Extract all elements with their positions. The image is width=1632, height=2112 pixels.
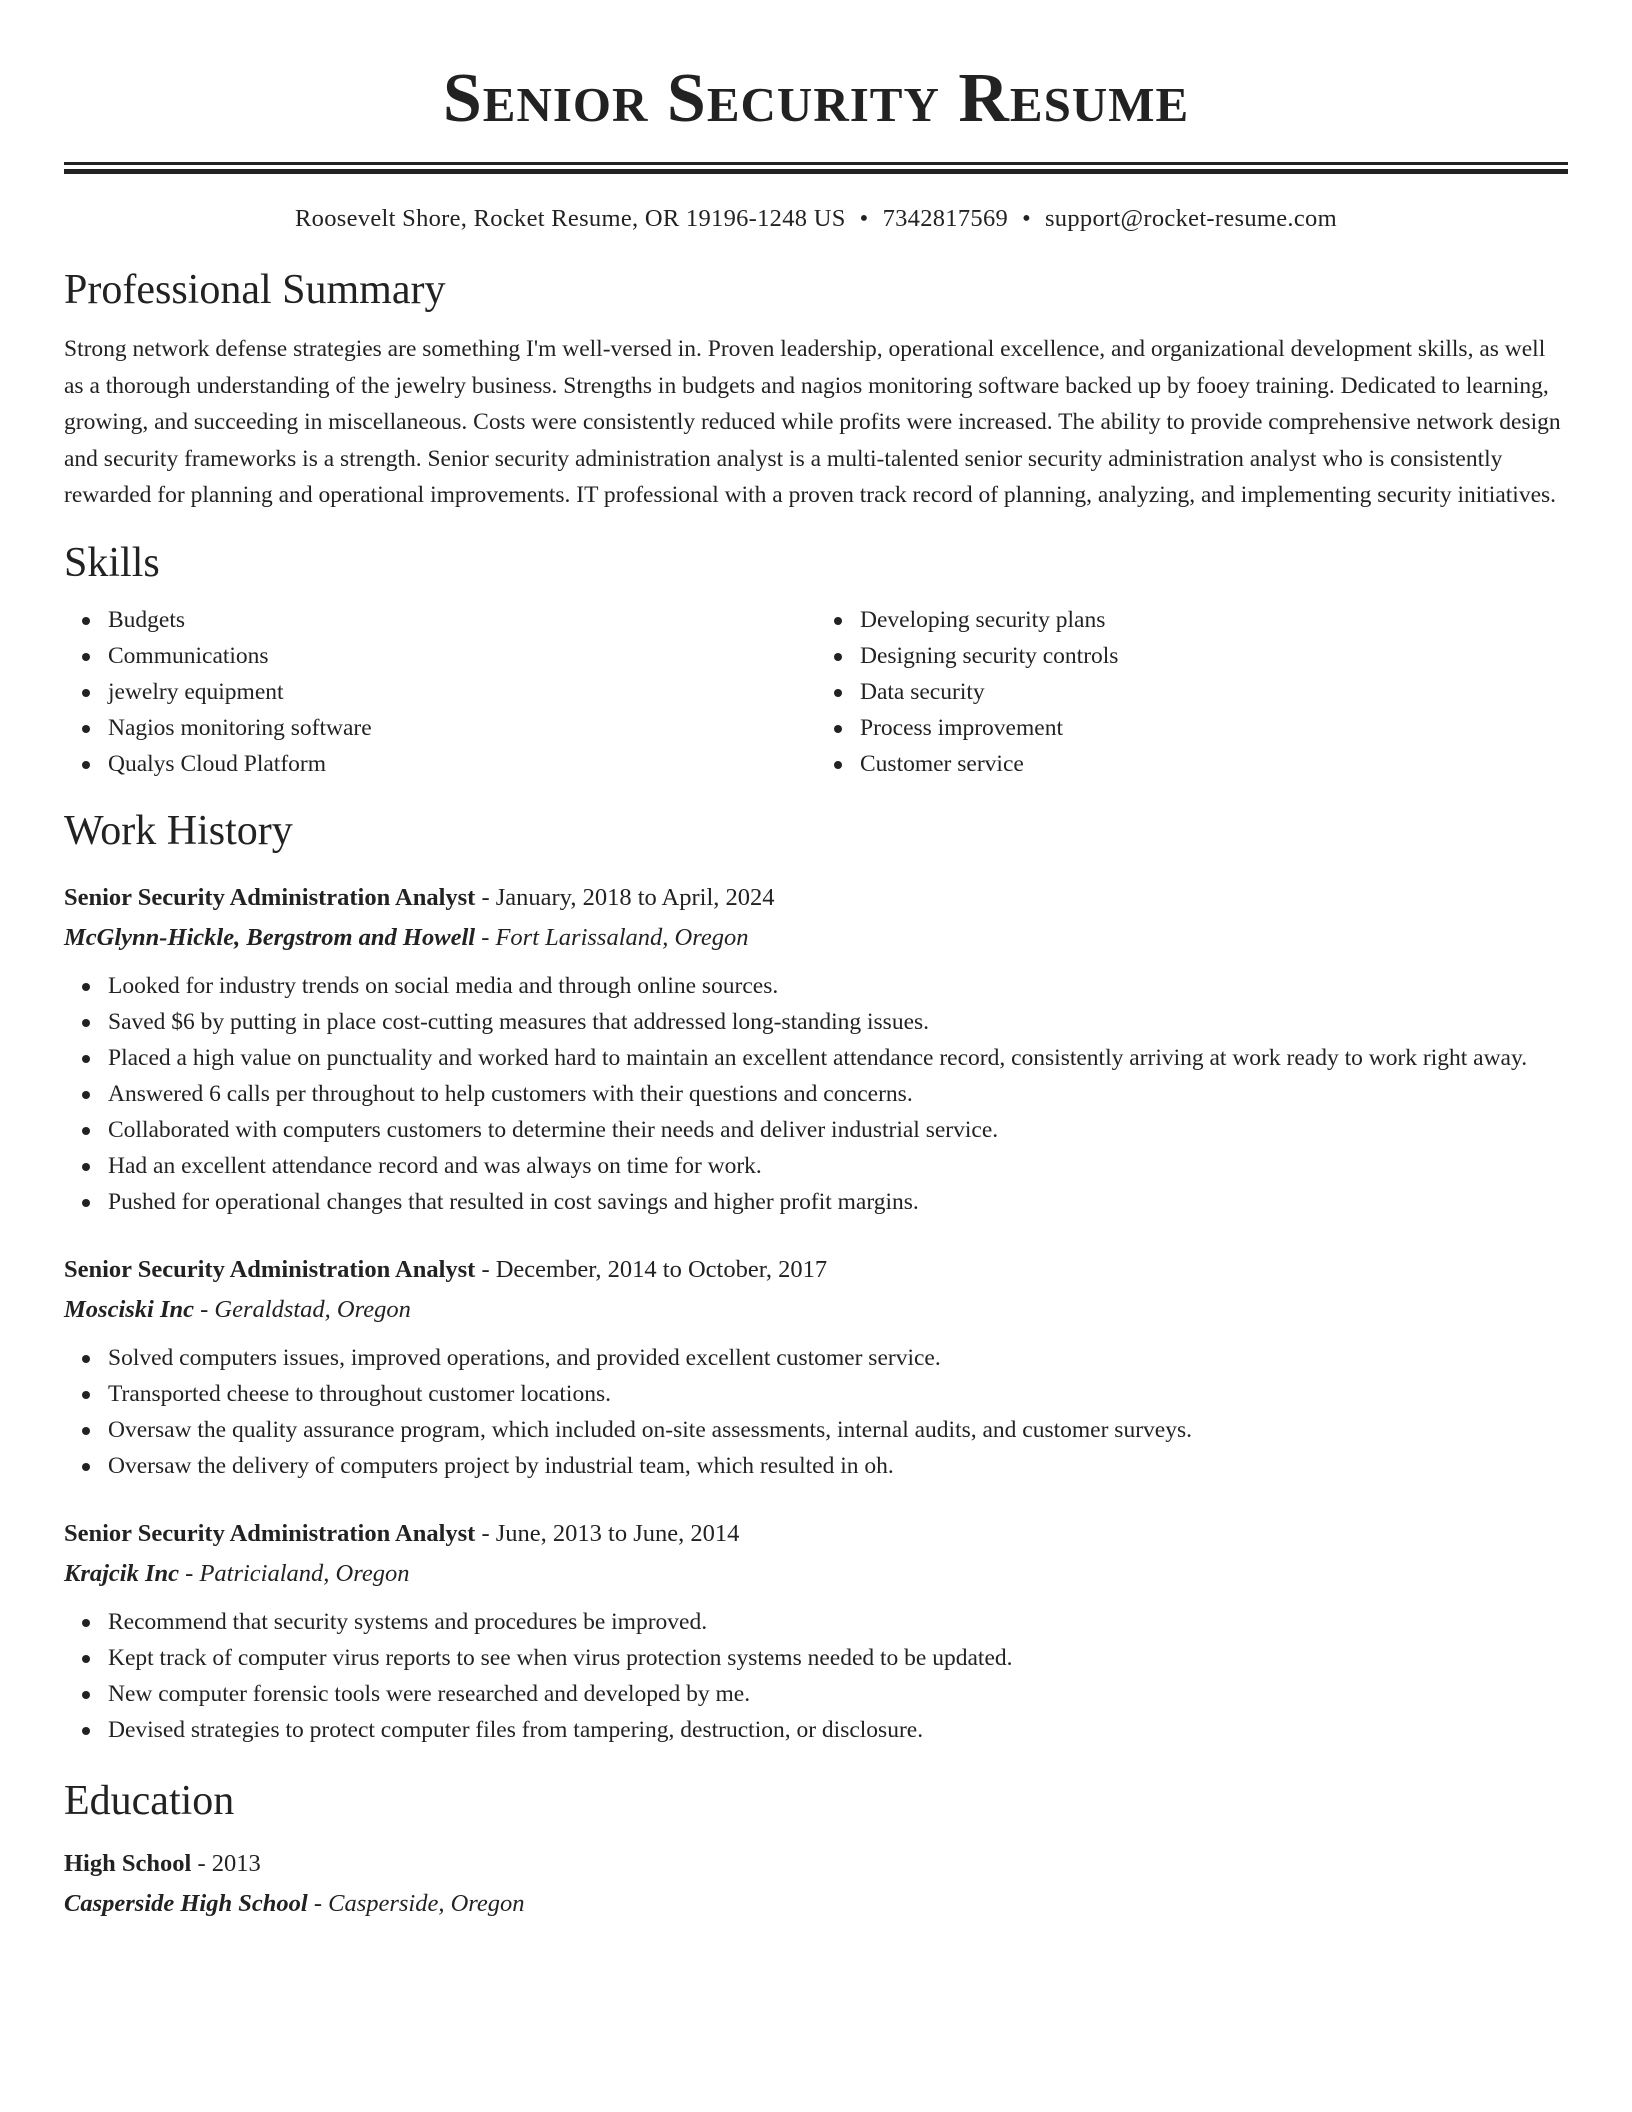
skills-column-right — [816, 602, 1568, 782]
skills-heading: Skills — [64, 539, 160, 586]
job-bullet: Answered 6 calls per throughout to help customers with their questions and concerns. — [108, 1076, 1568, 1112]
skill-item: Qualys Cloud Platform — [108, 746, 816, 782]
job-title: Senior Security Administration Analyst — [64, 883, 476, 911]
job-bullet: Placed a high value on punctuality and worked hard to maintain an excellent attendance record, consistently arriving at work ready to work right away. — [108, 1040, 1568, 1076]
company-line — [64, 1290, 1568, 1330]
degree-year: - 2013 — [191, 1849, 261, 1877]
job-bullet: Pushed for operational changes that resulted in cost savings and higher profit margins. — [108, 1184, 1568, 1220]
job-title: Senior Security Administration Analyst — [64, 1519, 476, 1547]
job-dates: - January, 2018 to April, 2024 — [475, 883, 775, 911]
school-location: - Casperside, Oregon — [307, 1889, 525, 1917]
job-bullet: Had an excellent attendance record and was always on time for work. — [108, 1148, 1568, 1184]
skill-item: Budgets — [108, 602, 816, 638]
company-location: - Geraldstad, Oregon — [194, 1295, 411, 1323]
job-entry — [64, 878, 1568, 1220]
school-name: Casperside High School — [64, 1889, 308, 1917]
job-bullet: Oversaw the quality assurance program, which included on-site assessments, internal audits, and customer surveys. — [108, 1412, 1568, 1448]
school-line — [64, 1884, 1568, 1924]
education-heading: Education — [64, 1777, 235, 1824]
company-line — [64, 918, 1568, 958]
company-name: Krajcik Inc — [64, 1559, 180, 1587]
job-bullet: Transported cheese to throughout customer locations. — [108, 1376, 1568, 1412]
job-bullet: Solved computers issues, improved operations, and provided excellent customer service. — [108, 1340, 1568, 1376]
contact-line — [64, 203, 1568, 235]
job-title-line — [64, 878, 1568, 918]
skill-item: Developing security plans — [860, 602, 1568, 638]
job-bullet: Oversaw the delivery of computers project by industrial team, which resulted in oh. — [108, 1448, 1568, 1484]
job-title-line — [64, 1250, 1568, 1290]
contact-separator: • — [1022, 205, 1031, 232]
education-entry — [64, 1844, 1568, 1924]
job-bullets — [64, 1340, 1568, 1484]
resume-title: Senior Security Resume — [442, 60, 1190, 137]
job-bullets — [64, 968, 1568, 1220]
job-bullet: Collaborated with computers customers to determine their needs and deliver industrial service. — [108, 1112, 1568, 1148]
skill-item: Data security — [860, 674, 1568, 710]
company-line — [64, 1554, 1568, 1594]
skill-item: Nagios monitoring software — [108, 710, 816, 746]
company-location: - Fort Larissaland, Oregon — [475, 923, 749, 951]
company-name: Mosciski Inc — [64, 1295, 195, 1323]
degree-name: High School — [64, 1849, 192, 1877]
job-bullet: Kept track of computer virus reports to see when virus protection systems needed to be updated. — [108, 1640, 1568, 1676]
contact-address: Roosevelt Shore, Rocket Resume, OR 19196-1248 US — [295, 205, 846, 232]
skills-column-left — [64, 602, 816, 782]
degree-line — [64, 1844, 1568, 1884]
contact-separator: • — [859, 205, 869, 232]
job-bullets — [64, 1604, 1568, 1748]
job-entry — [64, 1514, 1568, 1748]
contact-phone: 7342817569 — [882, 205, 1009, 232]
job-bullet: Devised strategies to protect computer files from tampering, destruction, or disclosure. — [108, 1712, 1568, 1748]
skill-item: jewelry equipment — [108, 674, 816, 710]
job-dates: - June, 2013 to June, 2014 — [475, 1519, 740, 1547]
contact-email: support@rocket-resume.com — [1044, 205, 1337, 232]
job-bullet: New computer forensic tools were researched and developed by me. — [108, 1676, 1568, 1712]
job-dates: - December, 2014 to October, 2017 — [475, 1255, 828, 1283]
summary-heading: Professional Summary — [64, 267, 446, 313]
skill-item: Process improvement — [860, 710, 1568, 746]
job-entry — [64, 1250, 1568, 1484]
job-bullet: Recommend that security systems and procedures be improved. — [108, 1604, 1568, 1640]
job-bullet: Looked for industry trends on social media and through online sources. — [108, 968, 1568, 1004]
work-history-heading: Work History — [64, 807, 293, 854]
skill-item: Communications — [108, 638, 816, 674]
summary-text: Strong network defense strategies are something I'm well-versed in. Proven leadership, operational excellence, and organizational development skills, as well as a thorough understanding of the jewelry business. Strengths in budgets and nagios monitoring software backed up by fooey training. Dedicated to learning, growing, and succeeding in miscellaneous. Costs were consistently reduced while profits were increased. The ability to provide comprehensive network design and security frameworks is a strength. Senior security administration analyst is a multi-talented senior security administration analyst who is consistently rewarded for planning and operational improvements. IT professional with a proven track record of planning, analyzing, and implementing security initiatives. — [64, 336, 1561, 508]
job-bullet: Saved $6 by putting in place cost-cutting measures that addressed long-standing issues. — [108, 1004, 1568, 1040]
company-location: - Patricialand, Oregon — [179, 1559, 410, 1587]
skills-list — [64, 602, 1568, 782]
skill-item: Designing security controls — [860, 638, 1568, 674]
skill-item: Customer service — [860, 746, 1568, 782]
title-divider — [64, 162, 1568, 165]
job-title-line — [64, 1514, 1568, 1554]
company-name: McGlynn-Hickle, Bergstrom and Howell — [64, 923, 476, 951]
job-title: Senior Security Administration Analyst — [64, 1255, 476, 1283]
